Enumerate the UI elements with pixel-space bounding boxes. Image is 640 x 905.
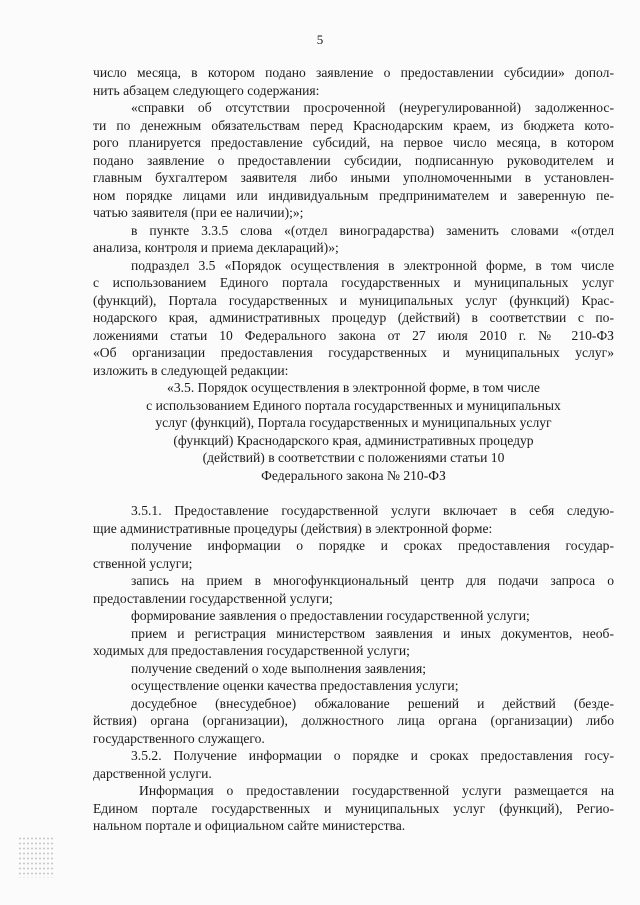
text-line: рого планируется предоставление субсидий, на первое число месяца, в котором	[93, 135, 614, 150]
text-line: изложить в следующей редакции:	[93, 363, 289, 378]
section-heading-line: услуг (функций), Портала государственных и муниципальных услуг	[155, 415, 552, 430]
text-line: Информация о предоставлении государственной услуги размещается на	[139, 783, 614, 798]
section-heading-line: (действий) в соответствии с положениями статьи 10	[202, 450, 505, 465]
scan-noise	[18, 836, 54, 878]
text-line: щие административные процедуры (действия) в электронной форме:	[93, 521, 493, 536]
text-line: в пункте 3.3.5 слова «(отдел виноградарства) заменить словами «(отдел	[131, 223, 614, 238]
text-line: чатью заявителя (при ее наличии);»;	[93, 205, 304, 220]
text-line: число месяца, в котором подано заявление о предоставлении субсидии» допол-	[93, 65, 614, 80]
section-heading-line: с использованием Единого портала государственных и муниципальных	[146, 398, 561, 413]
text-line: ходимых для предоставления государственной услуги;	[93, 643, 410, 658]
text-line: получение информации о порядке и сроках предоставления государ-	[131, 538, 614, 553]
text-line: досудебное (внесудебное) обжалование решений и действий (безде-	[131, 696, 614, 711]
text-line: 3.5.1. Предоставление государственной услуги включает в себя следую-	[131, 503, 614, 518]
text-line: главным бухгалтером заявителя либо иными уполномоченными в установлен-	[93, 170, 614, 185]
text-line: запись на прием в многофункциональный центр для подачи запроса о	[131, 573, 614, 588]
text-line: нальном портале и официальном сайте министерства.	[93, 818, 406, 833]
section-heading-line: Федерального закона № 210-ФЗ	[261, 468, 446, 483]
text-line: дарственной услуги.	[93, 766, 212, 781]
text-line: йствия) органа (организации), должностного лица органа (организации) либо	[93, 713, 614, 728]
text-line: «справки об отсутствии просроченной (неурегулированной) задолженнос-	[131, 100, 614, 115]
section-heading-line: «3.5. Порядок осуществления в электронной форме, в том числе	[167, 380, 540, 395]
text-line: ственной услуги;	[93, 556, 193, 571]
text-line: 3.5.2. Получение информации о порядке и сроках предоставления госу-	[131, 748, 614, 763]
page-number: 5	[316, 32, 324, 47]
text-line: анализа, контроля и приема деклараций)»;	[93, 240, 339, 255]
text-line: предоставлении государственной услуги;	[93, 591, 333, 606]
text-line: ном порядке лицами или индивидуальным предпринимателем и заверенную пе-	[93, 188, 614, 203]
text-line: государственного служащего.	[93, 731, 265, 746]
text-line: «Об организации предоставления государственных и муниципальных услуг»	[93, 345, 614, 360]
text-line: Едином портале государственных и муниципальных услуг (функций), Регио-	[93, 801, 614, 816]
text-line: прием и регистрация министерством заявления и иных документов, необ-	[131, 626, 614, 641]
text-line: формирование заявления о предоставлении государственной услуги;	[131, 608, 530, 623]
text-line: нить абзацем следующего содержания:	[93, 83, 320, 98]
text-line: ложениями статьи 10 Федерального закона от 27 июля 2010 г. № 210-ФЗ	[93, 328, 614, 343]
text-line: получение сведений о ходе выполнения заявления;	[131, 661, 426, 676]
text-line: нодарского края, административных процедур (действий) в соответствии с по-	[93, 310, 614, 325]
text-line: осуществление оценки качества предоставления услуги;	[131, 678, 459, 693]
text-line: (функций), Портала государственных и муниципальных услуг (функций) Крас-	[93, 293, 614, 308]
text-line: подраздел 3.5 «Порядок осуществления в электронной форме, в том числе	[131, 258, 614, 273]
section-heading-line: (функций) Краснодарского края, административных процедур	[173, 433, 534, 448]
text-line: с использованием Единого портала государственных и муниципальных услуг	[93, 275, 614, 290]
text-line: ти по денежным обязательствам перед Краснодарским краем, из бюджета кото-	[93, 118, 614, 133]
text-line: подано заявление о предоставлении субсидии, подписанную руководителем и	[93, 153, 614, 168]
